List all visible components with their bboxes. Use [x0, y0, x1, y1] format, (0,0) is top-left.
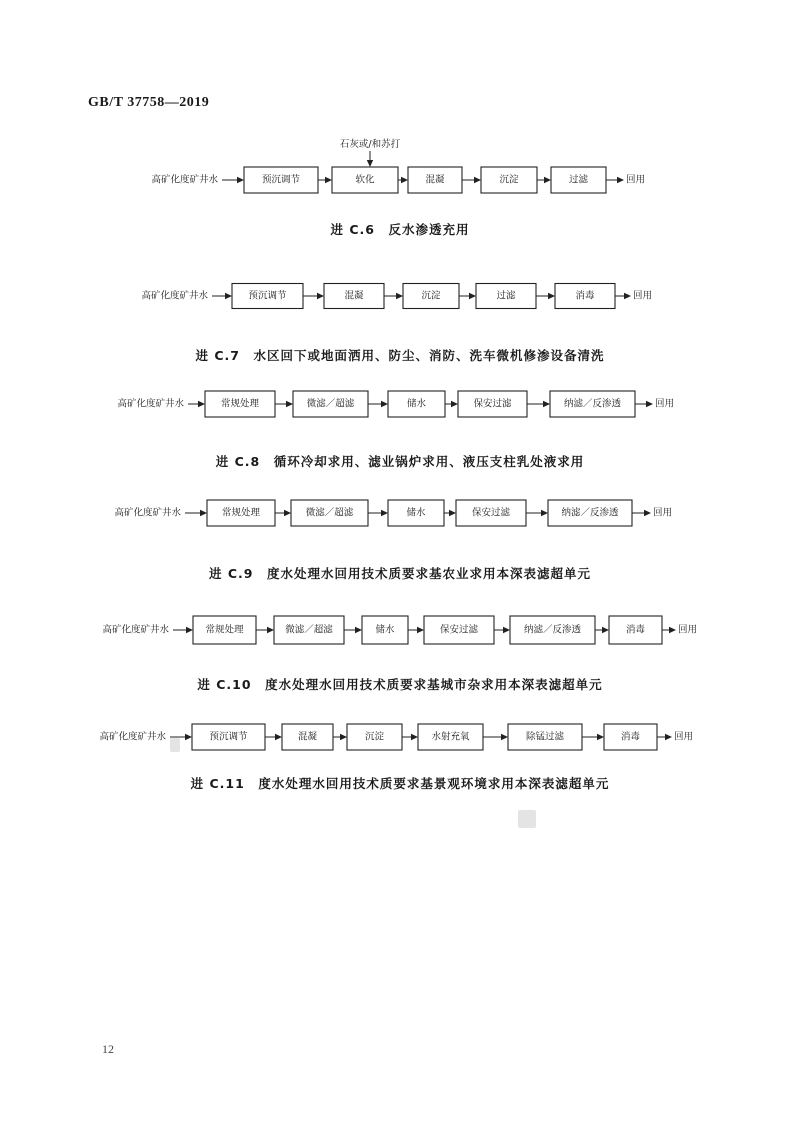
fig7-arrow-head — [396, 293, 403, 299]
figure-caption-c7: 进 C.7 水区回下或地面洒用、防尘、消防、洗车微机修渗设备清洗 — [195, 348, 605, 363]
fig7-output-label: 回用 — [633, 290, 653, 302]
fig9-source-label: 高矿化度矿井水 — [114, 507, 181, 519]
fig10-step-label: 消毒 — [625, 624, 646, 636]
fig8-arrow-head — [451, 401, 458, 407]
fig6-arrow-in-head — [237, 177, 244, 183]
fig6-arrow-head — [401, 177, 408, 183]
fig9-arrow-in-head — [200, 510, 207, 516]
fig9-arrow-head — [541, 510, 548, 516]
fig7-step-label: 预沉调节 — [248, 290, 287, 302]
figure-caption-c8: 进 C.8 循环冷却求用、滤业锅炉求用、液压支柱乳处液求用 — [215, 454, 585, 469]
fig8-arrow-head — [286, 401, 293, 407]
fig11-arrow-head — [340, 734, 347, 740]
fig8-step-label: 纳滤／反渗透 — [563, 398, 622, 410]
fig8-arrow-head — [646, 401, 653, 407]
fig11-arrow-in-head — [185, 734, 192, 740]
fig6-step-label: 预沉调节 — [261, 174, 301, 186]
fig11-step-label: 预沉调节 — [209, 731, 248, 743]
fig6-arrow-head — [617, 177, 624, 183]
fig6-additive-label: 石灰或/和苏打 — [339, 139, 401, 150]
fig9-arrow-head — [284, 510, 291, 516]
fig11-arrow-head — [665, 734, 672, 740]
fig7-arrow-head — [548, 293, 555, 299]
figure-caption-c11: 进 C.11 度水处理水回用技术质要求基景观环境求用本深表滤超单元 — [190, 776, 610, 791]
fig6-source-label: 高矿化度矿井水 — [151, 174, 218, 186]
fig10-source-label: 高矿化度矿井水 — [102, 624, 169, 636]
fig6-step-label: 沉淀 — [499, 174, 519, 186]
fig10-step-label: 纳滤／反渗透 — [523, 624, 582, 636]
fig6-output-label: 回用 — [626, 174, 646, 186]
fig8-arrow-head — [543, 401, 550, 407]
fig6-arrow-head — [544, 177, 551, 183]
fig8-arrow-head — [381, 401, 388, 407]
fig11-arrow-head — [411, 734, 418, 740]
fig6-arrow-head — [325, 177, 332, 183]
fig11-arrow-head — [501, 734, 508, 740]
standard-header: GB/T 37758—2019 — [88, 95, 210, 110]
fig8-output-label: 回用 — [655, 398, 675, 410]
fig9-step-label: 储水 — [406, 507, 426, 519]
fig9-step-label: 常规处理 — [221, 507, 261, 519]
figure-caption-c9: 进 C.9 度水处理水回用技术质要求基农业求用本深表滤超单元 — [209, 566, 591, 581]
fig11-step-label: 混凝 — [297, 731, 318, 743]
fig11-arrow-head — [597, 734, 604, 740]
fig9-output-label: 回用 — [653, 507, 673, 519]
fig9-arrow-head — [644, 510, 651, 516]
fig10-arrow-in-head — [186, 627, 193, 633]
fig8-step-label: 保安过滤 — [473, 398, 512, 410]
fig6-step-label: 混凝 — [425, 174, 445, 186]
page-number: 12 — [102, 1042, 114, 1056]
fig11-step-label: 水射充氧 — [431, 731, 470, 743]
fig9-arrow-head — [381, 510, 388, 516]
fig10-arrow-head — [669, 627, 676, 633]
fig8-step-label: 储水 — [406, 398, 427, 410]
fig7-step-label: 过滤 — [496, 290, 516, 302]
fig11-source-label: 高矿化度矿井水 — [99, 731, 166, 743]
fig8-source-label: 高矿化度矿井水 — [117, 398, 184, 410]
fig11-output-label: 回用 — [674, 731, 694, 743]
fig6-step-label: 过滤 — [568, 174, 589, 186]
fig7-arrow-head — [469, 293, 476, 299]
figure-caption-c10: 进 C.10 度水处理水回用技术质要求基城市杂求用本深表滤超单元 — [197, 677, 603, 692]
fig7-step-label: 沉淀 — [421, 290, 441, 302]
fig10-step-label: 常规处理 — [205, 624, 244, 636]
fig7-source-label: 高矿化度矿井水 — [141, 290, 208, 302]
fig6-arrow-head — [474, 177, 481, 183]
fig10-output-label: 回用 — [678, 624, 698, 636]
fig11-step-label: 除锰过滤 — [525, 731, 565, 743]
fig7-arrow-head — [624, 293, 631, 299]
fig9-step-label: 纳滤／反渗透 — [561, 507, 619, 519]
fig10-step-label: 微滤／超滤 — [285, 624, 333, 636]
fig6-additive-arrow-head — [367, 160, 373, 167]
scan-smudge — [518, 810, 536, 828]
fig10-arrow-head — [503, 627, 510, 633]
fig8-step-label: 微滤／超滤 — [306, 398, 355, 410]
fig9-step-label: 保安过滤 — [471, 507, 511, 519]
fig10-arrow-head — [602, 627, 609, 633]
figure-caption-c6: 进 C.6 反水渗透充用 — [330, 222, 470, 237]
fig8-arrow-in-head — [198, 401, 205, 407]
fig8-step-label: 常规处理 — [220, 398, 260, 410]
fig10-arrow-head — [267, 627, 274, 633]
fig7-step-label: 混凝 — [344, 290, 364, 302]
fig11-arrow-head — [275, 734, 282, 740]
fig7-arrow-in-head — [225, 293, 232, 299]
fig11-step-label: 沉淀 — [364, 731, 385, 743]
fig10-step-label: 储水 — [375, 624, 395, 636]
fig10-arrow-head — [355, 627, 362, 633]
fig7-step-label: 消毒 — [575, 290, 595, 302]
fig10-step-label: 保安过滤 — [439, 624, 479, 636]
scan-smudge — [170, 738, 180, 752]
fig11-step-label: 消毒 — [620, 731, 641, 743]
fig7-arrow-head — [317, 293, 324, 299]
fig10-arrow-head — [417, 627, 424, 633]
fig9-step-label: 微滤／超滤 — [305, 507, 354, 519]
fig6-step-label: 软化 — [355, 174, 375, 186]
fig9-arrow-head — [449, 510, 456, 516]
